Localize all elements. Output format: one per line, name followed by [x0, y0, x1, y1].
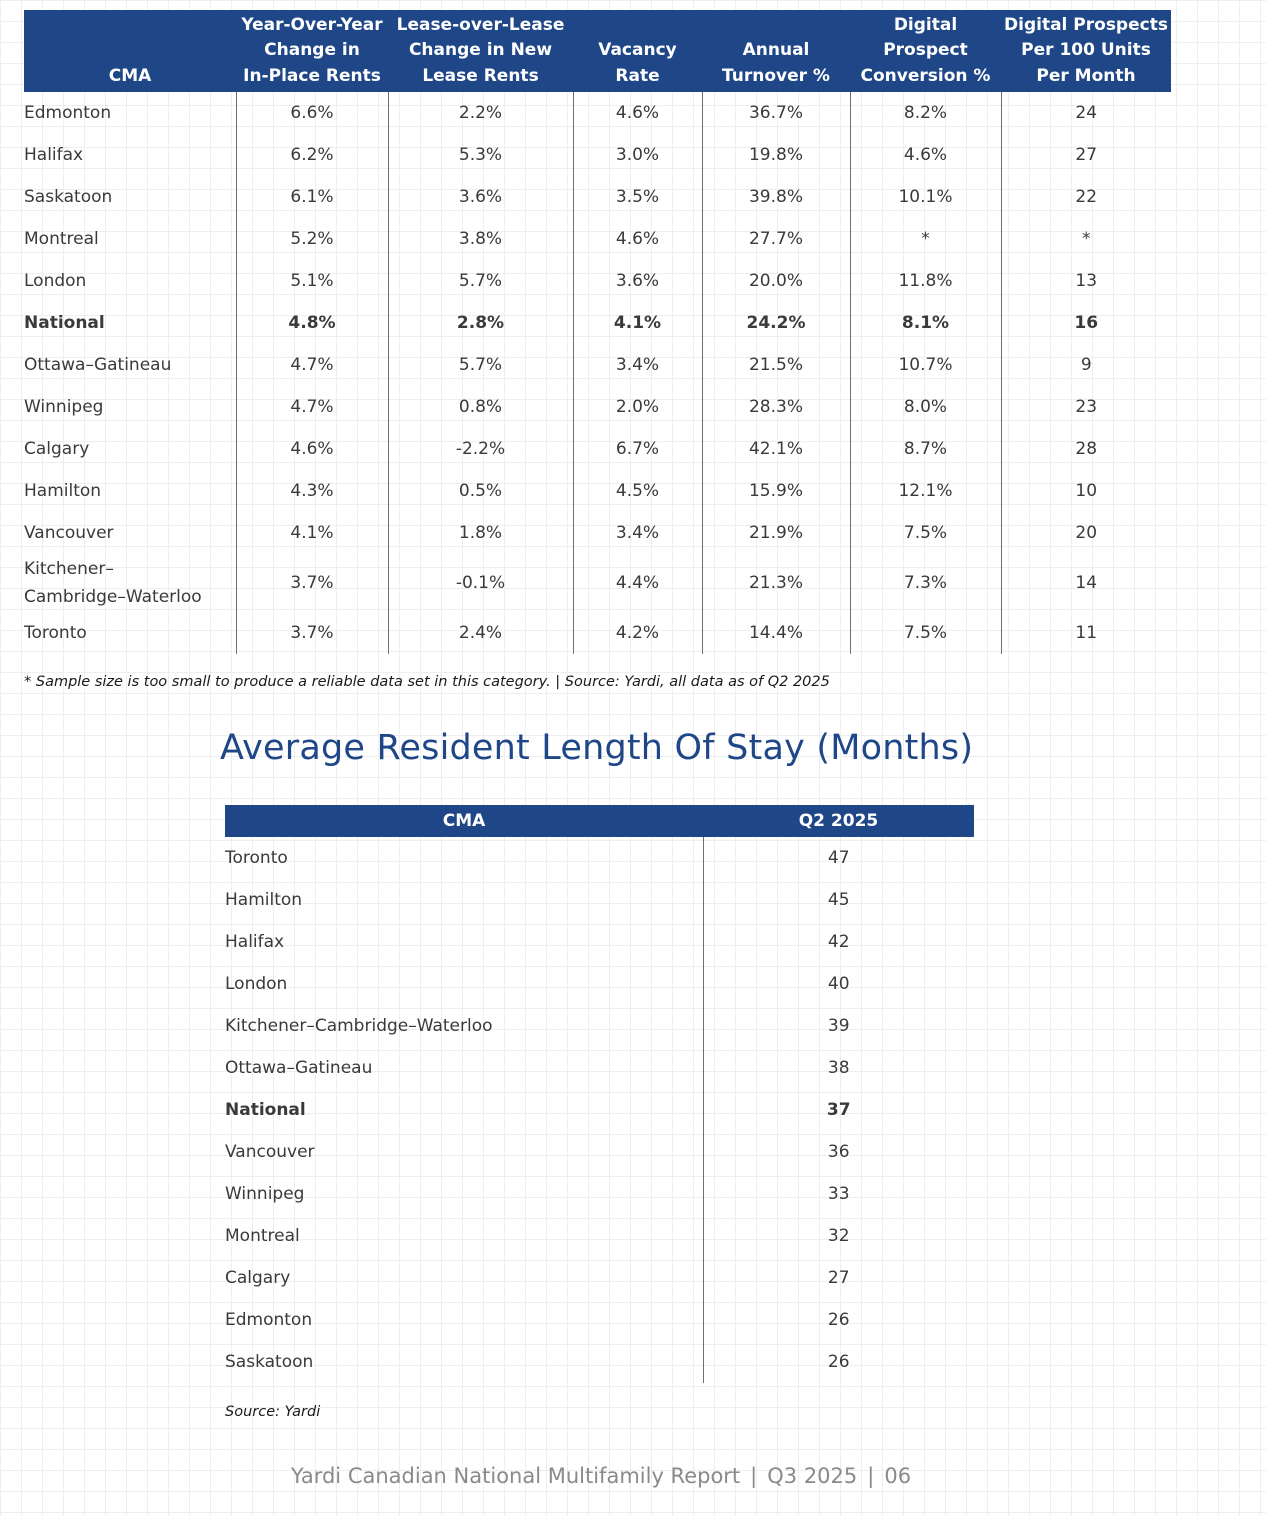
- column-header-line: In-Place Rents: [243, 65, 381, 86]
- cma-cell: Calgary: [225, 1268, 291, 1288]
- prospects-cell: 9: [1001, 344, 1171, 386]
- length-of-stay-table: [225, 805, 974, 1383]
- footer-separator: |: [750, 1464, 758, 1488]
- prospects-cell: 16: [1001, 302, 1171, 344]
- prospects-cell: 23: [1001, 386, 1171, 428]
- table-row: [24, 512, 1171, 554]
- vacancy-cell: 3.6%: [573, 260, 702, 302]
- turnover-cell: 21.5%: [702, 344, 850, 386]
- cma-cell: Edmonton: [225, 1310, 313, 1330]
- column-header-line: Lease Rents: [422, 65, 539, 86]
- section-title: Average Resident Length Of Stay (Months): [220, 728, 974, 768]
- prospects-cell: 11: [1001, 612, 1171, 654]
- months-cell: 47: [703, 837, 974, 879]
- conversion-cell: 11.8%: [850, 260, 1001, 302]
- table-row: [24, 428, 1171, 470]
- table-row: [24, 386, 1171, 428]
- vacancy-cell: 4.1%: [573, 302, 702, 344]
- lol-cell: -0.1%: [388, 554, 573, 612]
- cma-cell: Ottawa–Gatineau: [225, 1058, 373, 1078]
- column-header: [24, 10, 236, 92]
- column-header: Q2 2025: [703, 805, 974, 837]
- vacancy-cell: 2.0%: [573, 386, 702, 428]
- yoy-cell: 3.7%: [236, 554, 388, 612]
- cma-cell: National: [24, 313, 105, 333]
- column-header: CMA: [225, 805, 703, 837]
- column-header-line: Year-Over-Year: [241, 14, 383, 35]
- turnover-cell: 15.9%: [702, 470, 850, 512]
- table-row: [225, 963, 974, 1005]
- cma-cell: Montreal: [225, 1226, 300, 1246]
- yoy-cell: 6.1%: [236, 176, 388, 218]
- source-note: Source: Yardi: [225, 1404, 321, 1420]
- prospects-cell: 10: [1001, 470, 1171, 512]
- cma-cell: Saskatoon: [225, 1352, 314, 1372]
- prospects-cell: *: [1001, 218, 1171, 260]
- report-quarter: Q3 2025: [767, 1464, 858, 1488]
- turnover-cell: 28.3%: [702, 386, 850, 428]
- cma-cell: Halifax: [225, 932, 285, 952]
- vacancy-cell: 3.4%: [573, 512, 702, 554]
- months-cell: 32: [703, 1215, 974, 1257]
- months-cell: 38: [703, 1047, 974, 1089]
- vacancy-cell: 4.5%: [573, 470, 702, 512]
- conversion-cell: 4.6%: [850, 134, 1001, 176]
- lol-cell: 2.2%: [388, 92, 573, 134]
- months-cell: 26: [703, 1299, 974, 1341]
- column-header: [850, 10, 1001, 92]
- conversion-cell: 10.7%: [850, 344, 1001, 386]
- prospects-cell: 24: [1001, 92, 1171, 134]
- footer-separator: |: [867, 1464, 875, 1488]
- column-header-line: Per Month: [1036, 65, 1136, 86]
- conversion-cell: 8.1%: [850, 302, 1001, 344]
- yoy-cell: 4.3%: [236, 470, 388, 512]
- months-cell: 27: [703, 1257, 974, 1299]
- column-header-line: CMA: [108, 65, 152, 86]
- prospects-cell: 28: [1001, 428, 1171, 470]
- table-footnote: * Sample size is too small to produce a reliable data set in this category. | Source: Yardi, all data as of Q2 2025: [24, 674, 830, 690]
- cma-cell: Winnipeg: [24, 397, 104, 417]
- months-cell: 37: [703, 1089, 974, 1131]
- cma-line: Cambridge–Waterloo: [24, 587, 202, 607]
- column-header: [573, 10, 702, 92]
- lol-cell: 5.3%: [388, 134, 573, 176]
- column-header-line: Change in: [264, 40, 360, 60]
- conversion-cell: 7.3%: [850, 554, 1001, 612]
- cma-cell: Kitchener–Cambridge–Waterloo: [225, 1016, 493, 1036]
- vacancy-cell: 4.6%: [573, 92, 702, 134]
- table-row: [24, 176, 1171, 218]
- cma-cell: London: [24, 271, 87, 291]
- yoy-cell: 6.6%: [236, 92, 388, 134]
- lol-cell: -2.2%: [388, 428, 573, 470]
- column-header-line: Conversion %: [860, 65, 991, 86]
- cma-cell: Saskatoon: [24, 187, 113, 207]
- conversion-cell: 10.1%: [850, 176, 1001, 218]
- months-cell: 42: [703, 921, 974, 963]
- column-header-line: Vacancy: [598, 40, 677, 60]
- column-header-line: Change in New: [408, 40, 553, 60]
- conversion-cell: 8.7%: [850, 428, 1001, 470]
- cma-cell: Hamilton: [24, 481, 102, 501]
- table-row: [24, 218, 1171, 260]
- yoy-cell: 5.1%: [236, 260, 388, 302]
- column-header-line: Digital Prospects: [1004, 14, 1168, 35]
- conversion-cell: *: [850, 218, 1001, 260]
- table-row: [225, 921, 974, 963]
- cma-cell: Vancouver: [225, 1142, 315, 1162]
- prospects-cell: 13: [1001, 260, 1171, 302]
- column-header-line: Digital Prospect: [883, 14, 968, 60]
- report-title: Yardi Canadian National Multifamily Report: [290, 1464, 741, 1488]
- column-header-line: Turnover %: [722, 65, 830, 86]
- cma-cell: Montreal: [24, 229, 99, 249]
- conversion-cell: 8.0%: [850, 386, 1001, 428]
- table-row: [225, 1131, 974, 1173]
- table-row: [225, 1341, 974, 1383]
- lol-cell: 2.8%: [388, 302, 573, 344]
- months-cell: 39: [703, 1005, 974, 1047]
- column-header: [388, 10, 573, 92]
- turnover-cell: 14.4%: [702, 612, 850, 654]
- column-header-line: Rate: [615, 65, 660, 86]
- lol-cell: 5.7%: [388, 260, 573, 302]
- cma-cell: Toronto: [225, 848, 288, 868]
- turnover-cell: 21.9%: [702, 512, 850, 554]
- prospects-cell: 22: [1001, 176, 1171, 218]
- months-cell: 40: [703, 963, 974, 1005]
- column-header-line: Annual: [742, 40, 810, 60]
- table-row: [225, 837, 974, 879]
- yoy-cell: 6.2%: [236, 134, 388, 176]
- table-row: [24, 260, 1171, 302]
- table-row: [225, 1257, 974, 1299]
- turnover-cell: 27.7%: [702, 218, 850, 260]
- conversion-cell: 7.5%: [850, 512, 1001, 554]
- prospects-cell: 14: [1001, 554, 1171, 612]
- cma-cell: London: [225, 974, 288, 994]
- lol-cell: 0.5%: [388, 470, 573, 512]
- column-header: [1001, 10, 1171, 92]
- vacancy-cell: 4.2%: [573, 612, 702, 654]
- table-row: [24, 302, 1171, 344]
- cma-cell: Ottawa–Gatineau: [24, 355, 172, 375]
- yoy-cell: 5.2%: [236, 218, 388, 260]
- conversion-cell: 12.1%: [850, 470, 1001, 512]
- table-row: [24, 554, 1171, 612]
- table-body: [225, 837, 974, 1383]
- page-footer: [0, 1464, 1202, 1488]
- yoy-cell: 4.7%: [236, 386, 388, 428]
- yoy-cell: 3.7%: [236, 612, 388, 654]
- months-cell: 45: [703, 879, 974, 921]
- cma-cell: Hamilton: [225, 890, 303, 910]
- column-header: [702, 10, 850, 92]
- table-row: [24, 612, 1171, 654]
- column-header-line: Lease-over-Lease: [396, 14, 565, 35]
- vacancy-cell: 4.6%: [573, 218, 702, 260]
- column-header: [236, 10, 388, 92]
- page-number: 06: [884, 1464, 912, 1488]
- table-row: [24, 344, 1171, 386]
- yoy-cell: 4.6%: [236, 428, 388, 470]
- vacancy-cell: 3.4%: [573, 344, 702, 386]
- months-cell: 36: [703, 1131, 974, 1173]
- vacancy-cell: 3.0%: [573, 134, 702, 176]
- prospects-cell: 20: [1001, 512, 1171, 554]
- table-header-row: [24, 10, 1171, 92]
- cma-cell: Calgary: [24, 439, 90, 459]
- cma-cell: National: [225, 1100, 306, 1120]
- turnover-cell: 42.1%: [702, 428, 850, 470]
- conversion-cell: 7.5%: [850, 612, 1001, 654]
- months-cell: 26: [703, 1341, 974, 1383]
- lol-cell: 3.8%: [388, 218, 573, 260]
- lol-cell: 3.6%: [388, 176, 573, 218]
- conversion-cell: 8.2%: [850, 92, 1001, 134]
- cma-cell: Halifax: [24, 145, 84, 165]
- table-row: [24, 134, 1171, 176]
- cma-cell: Vancouver: [24, 523, 114, 543]
- turnover-cell: 39.8%: [702, 176, 850, 218]
- table-row: [225, 879, 974, 921]
- months-cell: 33: [703, 1173, 974, 1215]
- lol-cell: 0.8%: [388, 386, 573, 428]
- table-row: [225, 1005, 974, 1047]
- turnover-cell: 20.0%: [702, 260, 850, 302]
- turnover-cell: 19.8%: [702, 134, 850, 176]
- prospects-cell: 27: [1001, 134, 1171, 176]
- yoy-cell: 4.7%: [236, 344, 388, 386]
- table-header-row: [225, 805, 974, 837]
- table-row: [225, 1299, 974, 1341]
- table-row: [24, 470, 1171, 512]
- cma-metrics-table: [24, 10, 1171, 654]
- vacancy-cell: 4.4%: [573, 554, 702, 612]
- cma-cell: Edmonton: [24, 103, 112, 123]
- lol-cell: 5.7%: [388, 344, 573, 386]
- yoy-cell: 4.1%: [236, 512, 388, 554]
- yoy-cell: 4.8%: [236, 302, 388, 344]
- lol-cell: 1.8%: [388, 512, 573, 554]
- turnover-cell: 36.7%: [702, 92, 850, 134]
- cma-cell: Winnipeg: [225, 1184, 305, 1204]
- table-body: [24, 92, 1171, 654]
- table-row: [225, 1047, 974, 1089]
- column-header-line: Per 100 Units: [1021, 40, 1151, 60]
- cma-cell: [24, 554, 236, 612]
- table-row: [225, 1089, 974, 1131]
- turnover-cell: 21.3%: [702, 554, 850, 612]
- vacancy-cell: 6.7%: [573, 428, 702, 470]
- lol-cell: 2.4%: [388, 612, 573, 654]
- table-row: [24, 92, 1171, 134]
- table-row: [225, 1173, 974, 1215]
- vacancy-cell: 3.5%: [573, 176, 702, 218]
- cma-cell: Toronto: [24, 623, 87, 643]
- turnover-cell: 24.2%: [702, 302, 850, 344]
- table-row: [225, 1215, 974, 1257]
- cma-line: Kitchener–: [24, 559, 114, 579]
